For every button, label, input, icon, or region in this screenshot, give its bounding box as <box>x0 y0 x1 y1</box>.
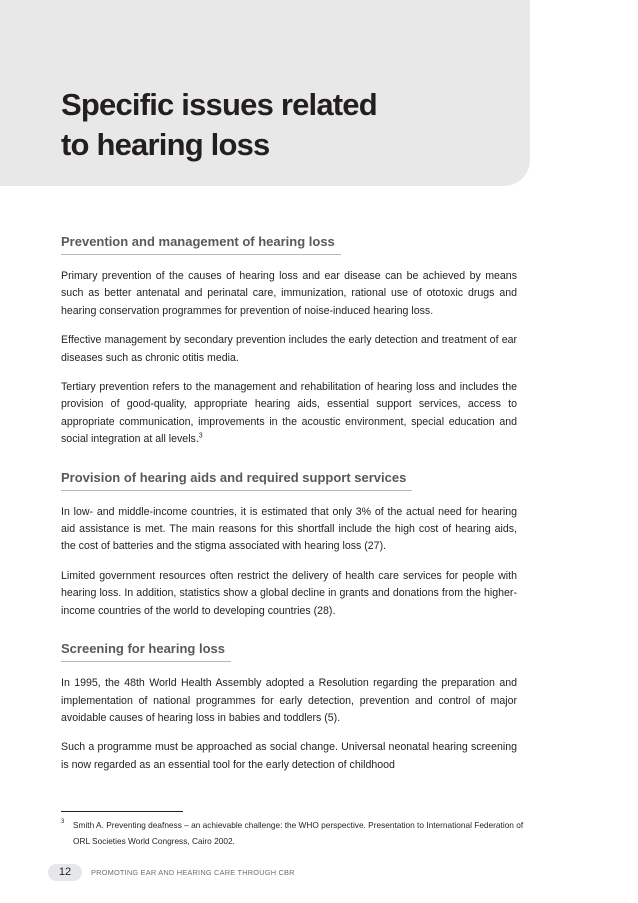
paragraph-text: Tertiary prevention refers to the management and rehabilitation of hearing loss and includes the provision of good-quality, appropriate hearing aids, essential support services, access to appropriate communication, improvements in the acoustic environment, special education and social integration at all levels. <box>61 381 517 446</box>
paragraph: Primary prevention of the causes of hearing loss and ear disease can be achieved by means such as better antenatal and perinatal care, immunization, rational use of ototoxic drugs and hearing conservation programmes for prevention of noise-induced hearing loss. <box>61 270 517 317</box>
paragraph: Such a programme must be approached as social change. Universal neonatal hearing screening is now regarded as an essential tool for the early detection of childhood <box>61 741 517 771</box>
footnote-reference[interactable]: 3 <box>198 432 203 440</box>
footnote-divider <box>61 811 183 812</box>
paragraph: In 1995, the 48th World Health Assembly adopted a Resolution regarding the preparation and implementation of national programmes for early detection, prevention and control of major avoidable causes of hearing loss in babies and toddlers (5). <box>61 677 517 724</box>
section-heading: Prevention and management of hearing loss <box>61 234 341 255</box>
main-content <box>61 233 517 786</box>
footnote <box>61 818 531 849</box>
page-title: Specific issues related to hearing loss <box>61 87 377 162</box>
section-screening <box>61 640 517 774</box>
section-heading: Provision of hearing aids and required support services <box>61 470 412 491</box>
running-title: PROMOTING EAR AND HEARING CARE THROUGH CBR <box>91 868 295 877</box>
section-prevention <box>61 233 517 449</box>
section-heading: Screening for hearing loss <box>61 641 231 662</box>
page-number: 12 <box>48 864 82 881</box>
paragraph <box>61 379 517 449</box>
paragraph: In low- and middle-income countries, it is estimated that only 3% of the actual need for hearing aid assistance is met. The main reasons for this shortfall include the high cost of hearing aids, the cost of batteries and the stigma associated with hearing loss (27). <box>61 505 517 553</box>
paragraph: Limited government resources often restrict the delivery of health care services for people with hearing loss. In addition, statistics show a global decline in grants and donations from the higher-income countries of the world to developing countries (28). <box>61 569 517 617</box>
section-hearing-aids <box>61 469 517 620</box>
paragraph: Effective management by secondary prevention includes the early detection and treatment of ear diseases such as chronic otitis media. <box>61 334 517 364</box>
footnote-text: Smith A. Preventing deafness – an achievable challenge: the WHO perspective. Presentation to International Federation of ORL Societies World Congress, Cairo 2002. <box>73 820 524 846</box>
footnote-number: 3 <box>61 819 65 825</box>
